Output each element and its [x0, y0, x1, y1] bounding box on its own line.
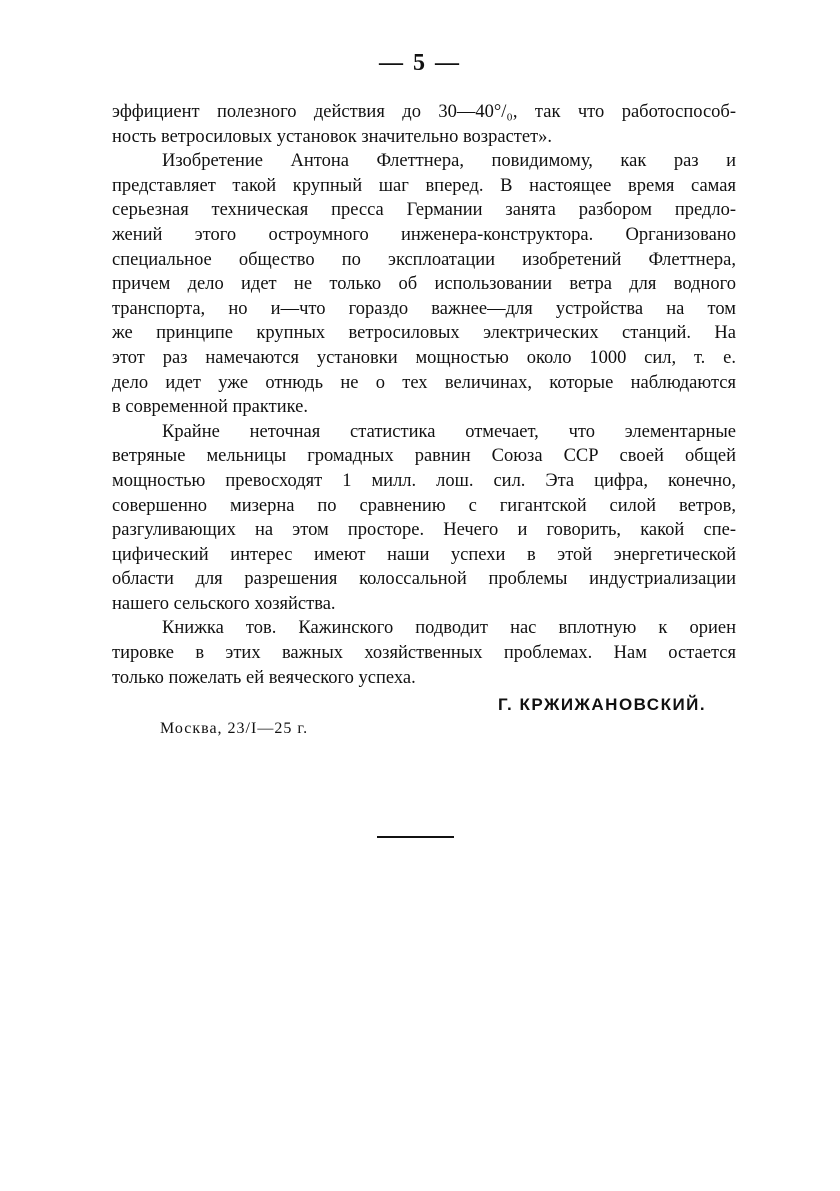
- text-line: же принципе крупных ветросиловых электрических станций. На: [112, 323, 736, 344]
- text-line: причем дело идет не только об использовании ветра для водного: [112, 274, 736, 295]
- text-line: представляет такой крупный шаг вперед. В настоящее время самая: [112, 175, 736, 196]
- text-line: Книжка тов. Кажинского подводит нас вплотную к ориен: [162, 618, 736, 639]
- text-line: цифический интерес имеют наши успехи в этой энергетической: [112, 544, 736, 565]
- text-line: нашего сельского хозяйства.: [112, 593, 336, 614]
- text-line: специальное общество по эксплоатации изобретений Флеттнера,: [112, 249, 736, 270]
- text-line: ветряные мельницы громадных равнин Союза ССР своей общей: [112, 446, 736, 467]
- text-line: этот раз намечаются установки мощностью около 1000 сил, т. е.: [112, 347, 736, 368]
- text-line: жений этого остроумного инженера-конструктора. Организовано: [112, 224, 736, 245]
- body-text: [112, 100, 736, 690]
- section-divider: [377, 836, 454, 838]
- text-line: области для разрешения колоссальной проблемы индустриализации: [112, 569, 736, 590]
- text-line: тировке в этих важных хозяйственных проблемах. Нам остается: [112, 643, 736, 664]
- text-line: эффициент полезного действия до 30—40°/₀, так что работоспособ-: [112, 102, 736, 122]
- place-date: Москва, 23/I—25 г.: [160, 720, 309, 737]
- paragraph-3: [112, 420, 736, 617]
- text-line: совершенно мизерна по сравнению с гигантской силой ветров,: [112, 495, 736, 516]
- text-line: только пожелать ей веяческого успеха.: [112, 667, 416, 688]
- text-line: серьезная техническая пресса Германии занята разбором предло-: [112, 200, 736, 221]
- paragraph-2: [112, 149, 736, 420]
- text-line: в современной практике.: [112, 397, 308, 418]
- text-line: Изобретение Антона Флеттнера, повидимому, как раз и: [162, 151, 736, 172]
- text-line: транспорта, но и—что гораздо важнее—для устройства на том: [112, 298, 736, 319]
- text-line: разгуливающих на этом просторе. Нечего и говорить, какой спе-: [112, 520, 736, 541]
- paragraph-1: [112, 100, 736, 149]
- text-line: дело идет уже отнюдь не о тех величинах, которые наблюдаются: [112, 372, 736, 393]
- text-line: ность ветросиловых установок значительно возрастет».: [112, 126, 553, 147]
- text-line: мощностью превосходят 1 милл. лош. сил. Эта цифра, конечно,: [112, 470, 736, 491]
- page-number: — 5 —: [379, 50, 461, 76]
- paragraph-4: [112, 616, 736, 690]
- author-signature: Г. КРЖИЖАНОВСКИЙ.: [498, 695, 707, 714]
- text-line: Крайне неточная статистика отмечает, что элементарные: [162, 421, 736, 442]
